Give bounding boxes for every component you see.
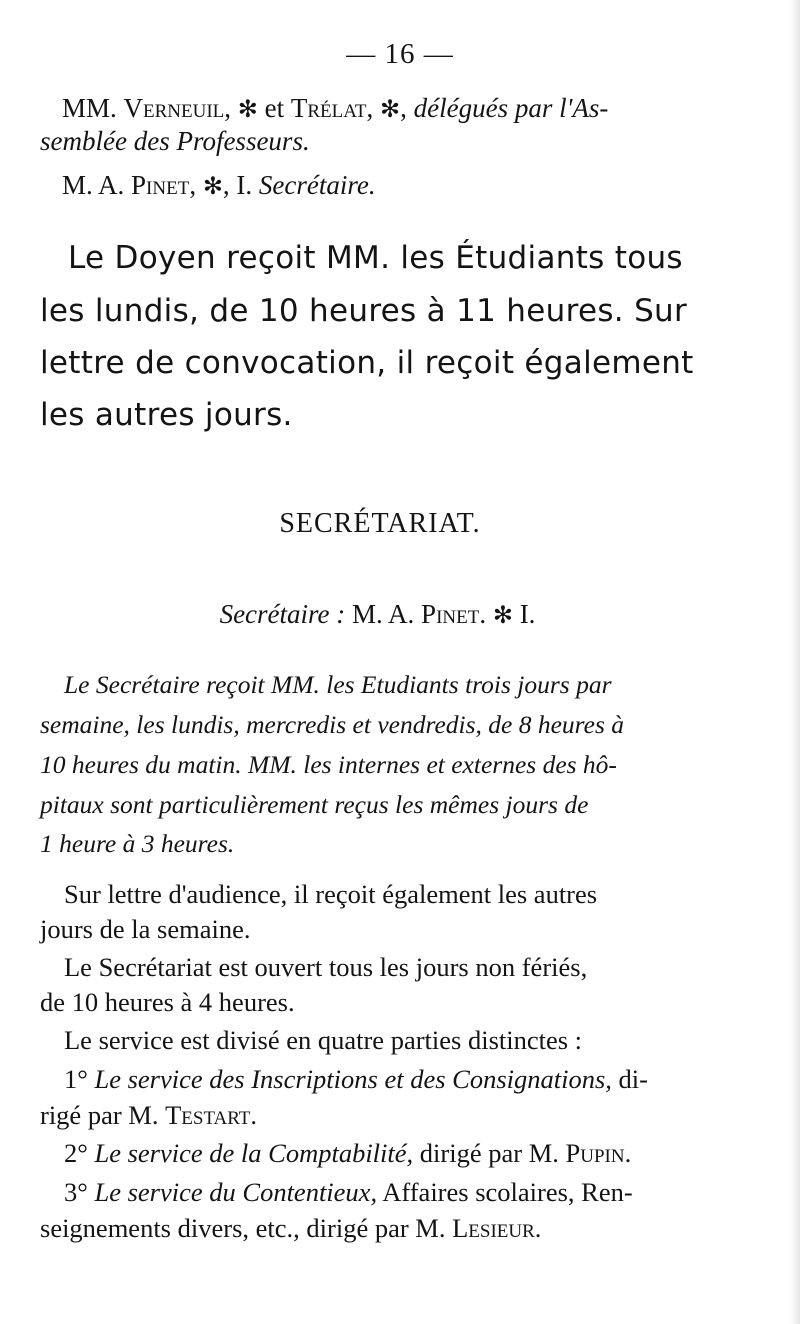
service-3-name: Lesieur. bbox=[452, 1213, 542, 1243]
service-1-title: Le service des Inscriptions et des Consignations, bbox=[94, 1064, 612, 1094]
service-3-title: Le service du Contentieux, bbox=[94, 1177, 378, 1207]
legion-honneur-icon: ✻ bbox=[380, 97, 401, 123]
secretary-role: Secrétaire. bbox=[258, 170, 376, 200]
secretaire-suffix: I. bbox=[519, 599, 536, 629]
legion-honneur-icon: ✻ bbox=[492, 603, 513, 629]
secretary-prefix: M. A. bbox=[62, 170, 125, 200]
service-2-number: 2° bbox=[64, 1138, 88, 1168]
service-1-directed: rigé par M. bbox=[40, 1100, 159, 1130]
secretary-suffix: I. bbox=[236, 170, 253, 200]
delegates-prefix: MM. bbox=[62, 93, 117, 123]
page-number: — 16 — bbox=[346, 38, 454, 70]
secretary-line: M. A. Pinet, ✻, I. Secrétaire. bbox=[62, 170, 376, 200]
delegates-et: et bbox=[264, 93, 285, 123]
hours-line-5: 1 heure à 3 heures. bbox=[40, 829, 235, 858]
audience-line-2: jours de la semaine. bbox=[40, 914, 251, 944]
service-2-line bbox=[64, 1138, 631, 1169]
service-1-number: 1° bbox=[64, 1064, 88, 1094]
secretaire-name: Pinet bbox=[421, 599, 480, 629]
service-3-details: seignements divers, etc., dirigé par M. bbox=[40, 1213, 446, 1243]
service-3-line-2 bbox=[40, 1213, 541, 1244]
delegates-role-a: délégués par l'As- bbox=[413, 93, 609, 123]
division-line: Le service est divisé en quatre parties distinctes : bbox=[64, 1025, 583, 1055]
service-1-line-2 bbox=[40, 1100, 257, 1131]
page-edge-shadow bbox=[790, 0, 800, 1324]
hours-line-3: 10 heures du matin. MM. les internes et externes des hô- bbox=[40, 750, 617, 779]
delegate-name-1: Verneuil bbox=[123, 93, 225, 123]
secretaire-prefix: M. A. bbox=[352, 599, 415, 629]
dean-line-4: les autres jours. bbox=[40, 397, 293, 433]
delegates-line-1: MM. Verneuil, ✻ et Trélat, ✻, délégués par l'As- bbox=[62, 93, 609, 123]
service-1-rest: di- bbox=[618, 1064, 648, 1094]
service-3-number: 3° bbox=[64, 1177, 88, 1207]
opening-line-2: de 10 heures à 4 heures. bbox=[40, 987, 295, 1017]
hours-line-2: semaine, les lundis, mercredis et vendredis, de 8 heures à bbox=[40, 710, 625, 739]
legion-honneur-icon: ✻ bbox=[202, 174, 223, 200]
delegate-name-2: Trélat bbox=[290, 93, 367, 123]
hours-line-4: pitaux sont particulièrement reçus les mêmes jours de bbox=[40, 790, 589, 819]
service-2-name: Pupin. bbox=[565, 1138, 632, 1168]
dean-line-3: lettre de convocation, il reçoit également bbox=[40, 345, 694, 381]
hours-line-1: Le Secrétaire reçoit MM. les Etudiants trois jours par bbox=[64, 670, 612, 699]
section-heading: SECRÉTARIAT. bbox=[279, 508, 481, 539]
dean-line-1: Le Doyen reçoit MM. les Étudiants tous bbox=[68, 240, 683, 276]
service-2-rest: dirigé par M. bbox=[419, 1138, 559, 1168]
service-2-title: Le service de la Comptabilité, bbox=[94, 1138, 414, 1168]
secretary-name: Pinet bbox=[131, 170, 190, 200]
legion-honneur-icon: ✻ bbox=[237, 97, 258, 123]
secretaire-label: Secrétaire : bbox=[219, 599, 346, 629]
service-1-name: Testart. bbox=[165, 1100, 258, 1130]
delegates-line-2: semblée des Professeurs. bbox=[40, 126, 310, 156]
secretaire-line: Secrétaire : M. A. Pinet. ✻ I. bbox=[219, 599, 536, 629]
service-3-rest: Affaires scolaires, Ren- bbox=[382, 1177, 633, 1207]
audience-line-1: Sur lettre d'audience, il reçoit également les autres bbox=[64, 879, 598, 909]
opening-line-1: Le Secrétariat est ouvert tous les jours non fériés, bbox=[64, 952, 588, 982]
service-3-line-1 bbox=[64, 1177, 633, 1208]
dean-line-2: les lundis, de 10 heures à 11 heures. Sur bbox=[40, 293, 688, 329]
service-1-line-1 bbox=[64, 1064, 648, 1095]
